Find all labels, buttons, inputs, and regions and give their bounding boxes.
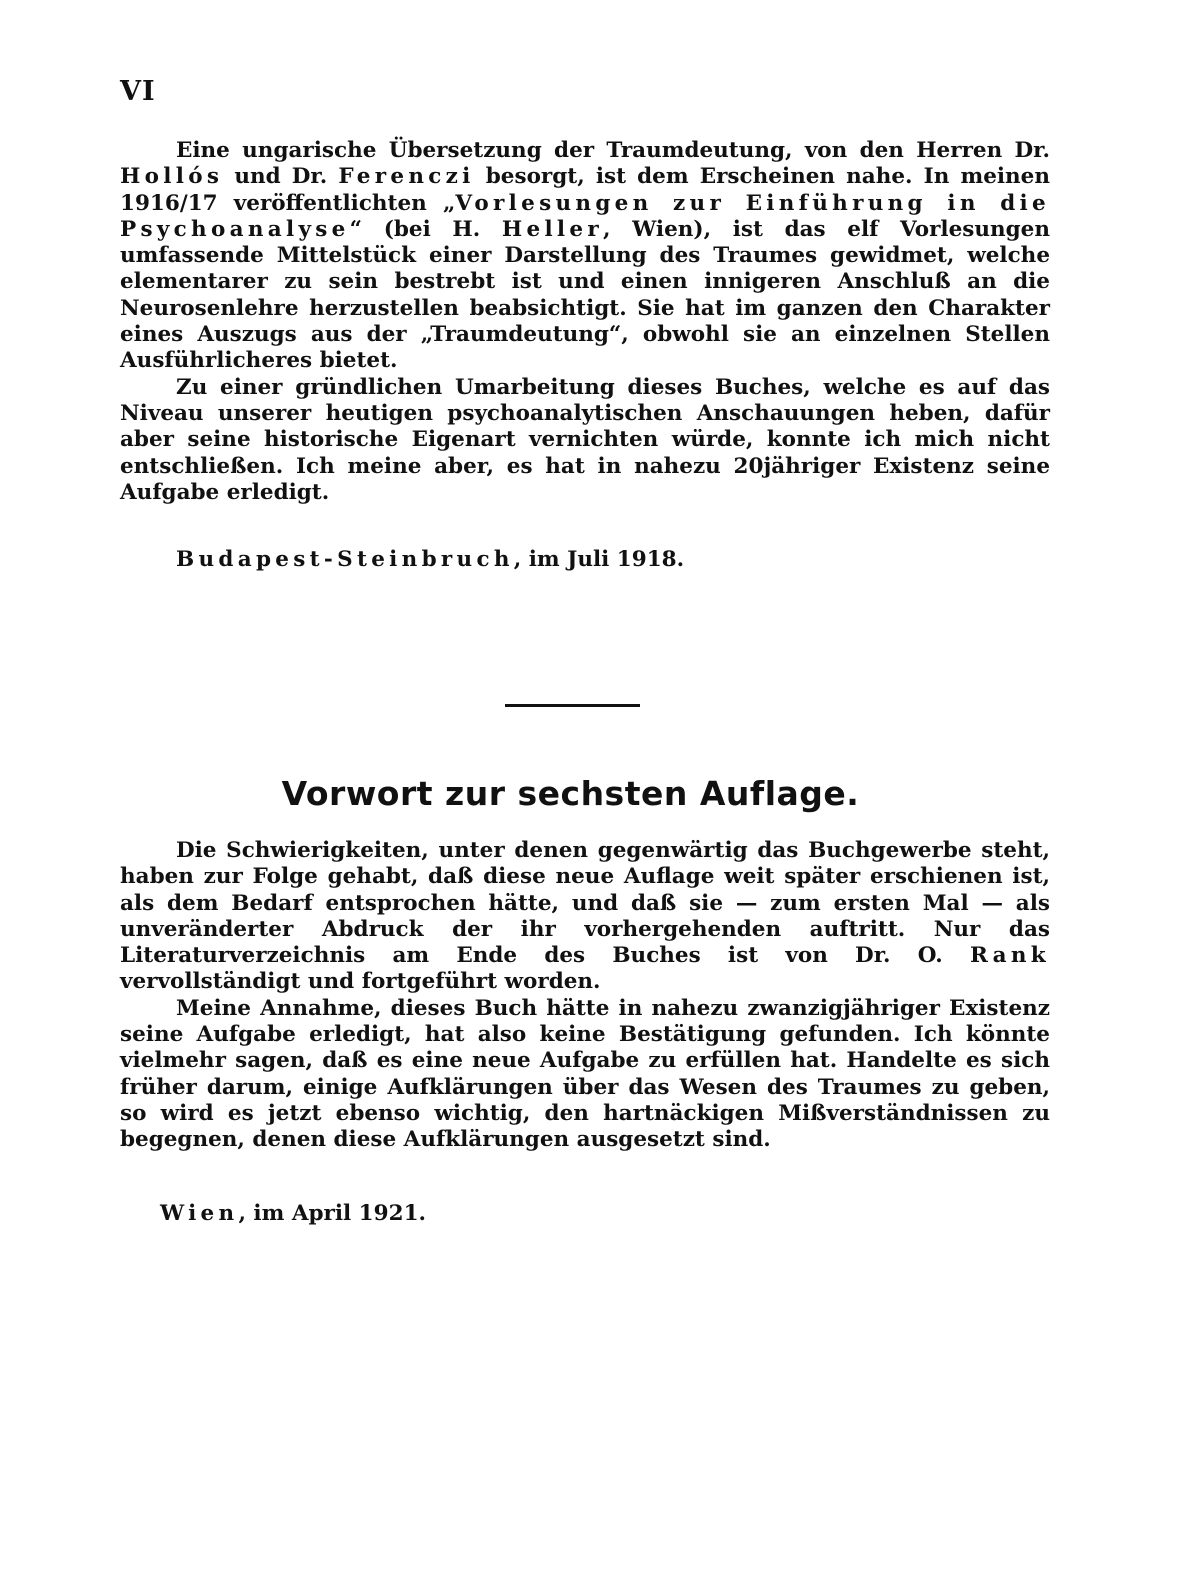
text-segment: Die Schwierigkeiten, unter denen gegenwärtig das Buchgewerbe steht, haben zur Folge gehabt, daß diese neue Auflage weit später erschienen ist, als dem Bedarf entsprochen hätte, und daß sie — zum ersten Mal — als unveränderter Abdruck der ihr vorhergehenden auftritt. Nur das Literaturverzeichnis am Ende des Buches ist von Dr. O. [120, 838, 1050, 969]
text-segment: vervollständigt und fortgeführt worden. [120, 969, 601, 995]
person-name: Heller [501, 216, 604, 242]
work-title: Vorlesungen zur Einführung in die Psychoanalyse [120, 190, 1050, 242]
signature-line [160, 1201, 426, 1227]
paragraph [120, 838, 1050, 996]
paragraph: Zu einer gründlichen Umarbeitung dieses Buches, welche es auf das Niveau unserer heutigen psychoanalytischen Anschauungen heben, dafür aber seine historische Eigenart vernichten würde, konnte ich mich nicht entschließen. Ich meine aber, es hat in nahezu 20jähriger Existenz seine Aufgabe erledigt. [120, 374, 1050, 505]
page-number: VI [120, 76, 156, 107]
preface-sixth-text [120, 838, 1050, 1154]
person-name: Rank [969, 943, 1050, 969]
person-name: Ferenczi [338, 164, 475, 190]
text-segment: “ (bei H. [349, 216, 502, 242]
text-segment: Eine ungarische Übersetzung der Traumdeutung, von den Herren Dr. [176, 138, 1050, 163]
signature-place: Budapest-Steinbruch [176, 547, 514, 572]
text-segment: , Wien), ist das elf Vorlesungen umfassende Mittelstück einer Darstellung des Traumes gewidmet, welche elementarer zu sein bestrebt ist und einen innigeren Anschluß an die Neurosenlehre herzustellen beabsichtigt. Sie hat im ganzen den Charakter eines Auszugs aus der „Traumdeutung“, obwohl sie an einzelnen Stellen Ausführlicheres bietet. [120, 216, 1050, 374]
section-divider [505, 704, 640, 707]
signature-date: , im April 1921. [238, 1201, 427, 1226]
text-segment: und Dr. [223, 164, 339, 190]
signature-place: Wien [160, 1201, 239, 1226]
paragraph [120, 138, 1050, 375]
section-heading: Vorwort zur sechsten Auflage. [281, 774, 860, 813]
person-name: Hollós [120, 164, 224, 190]
text-segment: besorgt, ist dem Erscheinen nahe. In meinen 1916/17 veröffentlichten „ [120, 164, 1050, 216]
preface-previous-text [120, 138, 1050, 506]
signature-line [176, 547, 684, 573]
paragraph: Meine Annahme, dieses Buch hätte in nahezu zwanzigjähriger Existenz seine Aufgabe erledigt, hat also keine Bestätigung gefunden. Ich könnte vielmehr sagen, daß es eine neue Aufgabe zu erfüllen hat. Handelte es sich früher darum, einige Aufklärungen über das Wesen des Traumes zu geben, so wird es jetzt ebenso wichtig, den hartnäckigen Mißverständnissen zu begegnen, denen diese Aufklärungen ausgesetzt sind. [120, 995, 1050, 1153]
signature-date: , im Juli 1918. [513, 547, 685, 572]
